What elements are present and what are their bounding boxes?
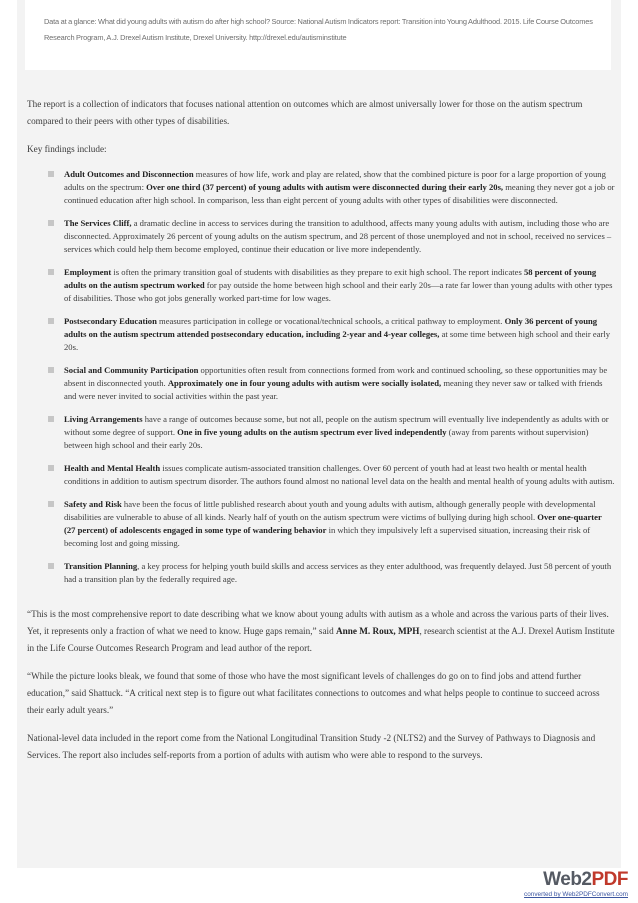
quote-roux-paragraph	[27, 606, 615, 658]
square-bullet-icon	[48, 269, 54, 275]
finding-text	[64, 316, 610, 352]
finding-text	[64, 365, 607, 401]
finding-highlight: Adult Outcomes and Disconnection	[64, 168, 194, 179]
finding-text	[64, 218, 611, 254]
finding-item-social-community	[48, 364, 615, 403]
intro-paragraph: The report is a collection of indicators that focuses national attention on outcomes which are almost universally lower for those on the autism spectrum compared to their peers with other types of disabilities.	[27, 99, 583, 127]
finding-item-postsecondary	[48, 315, 615, 354]
finding-highlight: Social and Community Participation	[64, 364, 199, 375]
finding-segment: meaning they never got a job or continued education after high school. In comparison, less than eight percent of young adults with other types of disabilities were disconnected.	[64, 181, 615, 205]
finding-text	[64, 169, 615, 205]
finding-highlight: One in five young adults on the autism spectrum ever lived independently	[177, 426, 447, 437]
finding-item-living-arrangements	[48, 413, 615, 452]
square-bullet-icon	[48, 220, 54, 226]
finding-segment: meaning they never saw or talked with friends and were never invited to social activities within the past year.	[64, 377, 603, 401]
square-bullet-icon	[48, 171, 54, 177]
finding-item-safety-risk	[48, 498, 615, 550]
article-page	[17, 0, 621, 868]
finding-text	[64, 463, 614, 486]
quote-roux-text-after: , research scientist at the A.J. Drexel Autism Institute in the Life Course Outcomes Research Program and lead author of the report.	[27, 626, 615, 654]
finding-segment: is often the primary transition goal of students with disabilities as they prepare to exit high school. The report indicates	[111, 266, 524, 277]
finding-segment: measures participation in college or vocational/technical schools, a critical pathway to employment.	[156, 315, 505, 326]
finding-segment: in which they impulsively left a supervised situation, increasing their risk of becoming lost and going missing.	[64, 524, 591, 548]
square-bullet-icon	[48, 416, 54, 422]
image-caption-box	[25, 0, 611, 70]
article-body	[27, 96, 615, 774]
web2pdf-badge[interactable]	[524, 871, 628, 899]
finding-segment: for pay outside the home between high school and their early 20s—a rate far lower than young adults with other types of disabilities. Those who got jobs generally worked part-time for low wages.	[64, 279, 613, 303]
finding-text	[64, 267, 612, 303]
finding-highlight: Employment	[64, 266, 112, 277]
finding-highlight: Health and Mental Health	[64, 462, 161, 473]
finding-item-services-cliff	[48, 217, 615, 256]
finding-highlight: 58 percent of young adults on the autism spectrum worked	[64, 266, 597, 290]
finding-segment: have a range of outcomes because some, but not all, people on the autism spectrum will eventually live independently as adults with or without some degree of support.	[64, 413, 609, 437]
finding-item-health	[48, 462, 615, 488]
finding-highlight: Over one third (37 percent) of young adults with autism were disconnected during their early 20s,	[146, 181, 504, 192]
finding-highlight: Living Arrangements	[64, 413, 143, 424]
finding-text	[64, 414, 609, 450]
finding-segment: , a key process for helping youth build skills and access services as they enter adulthood, was frequently delayed. Just 58 percent of youth had a transition plan by the federally required age.	[64, 561, 612, 584]
finding-segment: opportunities often result from connections formed from work and continued schooling, so these opportunities may be absent in disconnected youth.	[64, 364, 608, 388]
finding-segment: a dramatic decline in access to services during the transition to adulthood, affects many young adults with autism, including those who are disconnected. Approximately 26 percent of young adults on the autism spectrum, and 28 percent of those unemployed and not in school, received no services – services which could help them become employed, continue their education or live more independently.	[64, 217, 612, 254]
finding-segment: at some time between high school and their early 20s.	[64, 328, 611, 352]
finding-highlight: Transition Planning	[64, 561, 138, 572]
finding-highlight: Safety and Risk	[64, 499, 122, 510]
finding-highlight: Postsecondary Education	[64, 315, 157, 326]
finding-item-employment	[48, 266, 615, 305]
square-bullet-icon	[48, 318, 54, 324]
finding-highlight: The Services Cliff,	[64, 217, 132, 228]
square-bullet-icon	[48, 465, 54, 471]
finding-segment: (away from parents without supervision) between high school and their early 20s.	[64, 426, 589, 450]
quote-roux-name: Anne M. Roux, MPH	[335, 626, 420, 637]
quote-shattuck-paragraph: “While the picture looks bleak, we found that some of those who have the most significant levels of challenges do go on to find jobs and attend further education,” said Shattuck. “A critical next step is to figure out what facilitates connections to outcomes and what helps people to continue to succeed across their early adult years.”	[27, 670, 600, 716]
finding-segment: measures of how life, work and play are related, show that the combined picture is poor for a large proportion of young adults on the spectrum:	[64, 168, 606, 192]
web2pdf-logo: Web2PDF	[543, 869, 628, 890]
finding-highlight: Only 36 percent of young adults on the autism spectrum attended postsecondary education, including 2-year and 4-year colleges,	[64, 315, 598, 339]
square-bullet-icon	[48, 367, 54, 373]
finding-highlight: Approximately one in four young adults with autism were socially isolated,	[167, 377, 442, 388]
finding-segment: issues complicate autism-associated transition challenges. Over 60 percent of youth had at least two health or mental health conditions in addition to autism spectrum disorder. The authors found almost no national level data on the health and mental health of young adults with autism.	[64, 462, 615, 486]
finding-text	[64, 561, 611, 584]
key-findings-list	[27, 168, 615, 586]
square-bullet-icon	[48, 563, 54, 569]
finding-highlight: Over one-quarter (27 percent) of adolescents engaged in some type of wandering behavior	[64, 512, 602, 535]
image-caption: Data at a glance: What did young adults with autism do after high school? Source: National Autism Indicators report: Transition into Young Adulthood. 2015. Life Course Outcomes Research Program, A.J. Drexel Autism Institute, Drexel University. http://drexel.edu/autisminstitute	[44, 17, 593, 42]
finding-item-transition-planning	[48, 560, 615, 586]
square-bullet-icon	[48, 501, 54, 507]
finding-segment: have been the focus of little published research about youth and young adults with autism, although generally people with developmental disabilities are vulnerable to abuse of all kinds. Nearly half of youth on the autism spectrum were victims of bullying during high school.	[64, 499, 596, 522]
finding-text	[64, 499, 602, 548]
closing-paragraph: National-level data included in the report come from the National Longitudinal Transition Study -2 (NLTS2) and the Survey of Pathways to Diagnosis and Services. The report also includes self-reports from a portion of adults with autism who were able to respond to the surveys.	[27, 732, 596, 760]
web2pdf-credit-link[interactable]: converted by Web2PDFConvert.com	[524, 891, 628, 898]
quote-roux-text: “This is the most comprehensive report to date describing what we know about young adults with autism as a whole and across the various parts of their lives. Yet, it represents only a fraction of what we need to know. Huge gaps remain,” said	[27, 608, 609, 637]
key-findings-label: Key findings include:	[27, 143, 107, 154]
finding-item-adult-outcomes	[48, 168, 615, 207]
